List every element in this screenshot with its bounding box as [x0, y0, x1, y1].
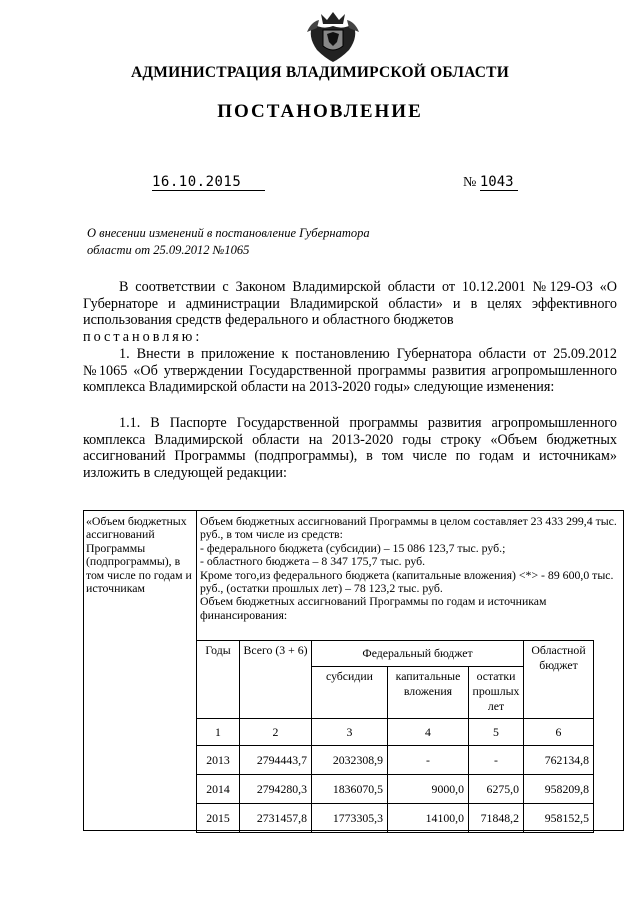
total-cell: 2731457,8	[240, 804, 312, 833]
subsidies-cell: 1773305,3	[312, 804, 388, 833]
item-1-text: 1. Внести в приложение к постановлению Губернатора области от 25.09.2012 №1065 «Об утверждении Государственной программы развития агропромышленного комплекса Владимирской области на 2013-2020 годы» следующие изменения:	[83, 346, 617, 396]
passport-row-content	[200, 515, 620, 622]
table-row	[197, 746, 594, 775]
subsidies-cell: 1836070,5	[312, 775, 388, 804]
passport-regional-text: - областного бюджета – 8 347 175,7 тыс. руб.	[200, 554, 426, 569]
document-date: 16.10.2015	[152, 174, 265, 191]
table-row	[197, 804, 594, 833]
financing-table	[196, 640, 594, 833]
coat-of-arms-emblem-icon	[303, 6, 363, 64]
preamble-paragraph	[83, 279, 617, 345]
capital-cell: -	[388, 746, 469, 775]
header-subsidies: субсидии	[312, 667, 388, 719]
document-number	[463, 174, 518, 191]
header-years: Годы	[197, 641, 240, 719]
document-subject	[87, 225, 370, 259]
item-1-1-paragraph	[83, 415, 617, 481]
total-cell: 2794280,3	[240, 775, 312, 804]
item-1-1-text: 1.1. В Паспорте Государственной программы развития агропромышленного комплекса Владимирской области на 2013-2020 годы строку «Объем бюджетных ассигнований Программы (подпрограммы), в том числе по годам и источникам» изложить в следующей редакции:	[83, 415, 617, 481]
capital-cell: 9000,0	[388, 775, 469, 804]
remains-cell: 71848,2	[469, 804, 524, 833]
number-sign: №	[463, 175, 477, 190]
remains-cell: -	[469, 746, 524, 775]
item-1-paragraph	[83, 346, 617, 396]
header-capital: капитальные вложения	[388, 667, 469, 719]
regional-cell: 958152,5	[524, 804, 594, 833]
regional-cell: 958209,8	[524, 775, 594, 804]
number-value: 1043	[480, 174, 518, 191]
regional-cell: 762134,8	[524, 746, 594, 775]
preamble-text: В соответствии с Законом Владимирской области от 10.12.2001 №129-ОЗ «О Губернаторе и администрации Владимирской области» и в целях эффективного использования средств федерального и областного бюджетов	[83, 279, 617, 329]
table-row	[197, 775, 594, 804]
organization-title: АДМИНИСТРАЦИЯ ВЛАДИМИРСКОЙ ОБЛАСТИ	[131, 64, 509, 81]
header-regional: Областной бюджет	[524, 641, 594, 719]
capital-cell: 14100,0	[388, 804, 469, 833]
col-number-cell: 3	[312, 719, 388, 746]
col-number-cell: 6	[524, 719, 594, 746]
year-cell: 2015	[197, 804, 240, 833]
passport-total-text: Объем бюджетных ассигнований Программы в целом составляет 23 433 299,4 тыс. руб., в том числе из средств:	[200, 514, 617, 542]
year-cell: 2014	[197, 775, 240, 804]
document-type-title: ПОСТАНОВЛЕНИЕ	[217, 101, 423, 122]
year-cell: 2013	[197, 746, 240, 775]
remains-cell: 6275,0	[469, 775, 524, 804]
total-cell: 2794443,7	[240, 746, 312, 775]
subsidies-cell: 2032308,9	[312, 746, 388, 775]
col-number-cell: 1	[197, 719, 240, 746]
passport-additional-text: Кроме того,из федерального бюджета (капитальные вложения) <*> - 89 600,0 тыс. руб., (остатки прошлых лет) – 78 123,2 тыс. руб.	[200, 567, 614, 596]
passport-row-label: «Объем бюджетных ассигнований Программы (подпрограммы), в том числе по годам и источникам	[86, 514, 192, 596]
subject-line-1: О внесении изменений в постановление Губернатора	[87, 226, 370, 240]
header-remains: остатки прошлых лет	[469, 667, 524, 719]
col-number-cell: 5	[469, 719, 524, 746]
column-number-row	[197, 719, 594, 746]
decree-word: постановляю:	[83, 328, 203, 345]
col-number-cell: 4	[388, 719, 469, 746]
col-number-cell: 2	[240, 719, 312, 746]
header-total: Всего (3 + 6)	[240, 641, 312, 719]
passport-by-years-text: Объем бюджетных ассигнований Программы по годам и источникам финансирования:	[200, 594, 547, 622]
header-federal: Федеральный бюджет	[312, 641, 524, 667]
subject-line-2: области от 25.09.2012 №1065	[87, 243, 250, 257]
passport-federal-text: - федерального бюджета (субсидии) – 15 086 123,7 тыс. руб.;	[200, 540, 506, 555]
